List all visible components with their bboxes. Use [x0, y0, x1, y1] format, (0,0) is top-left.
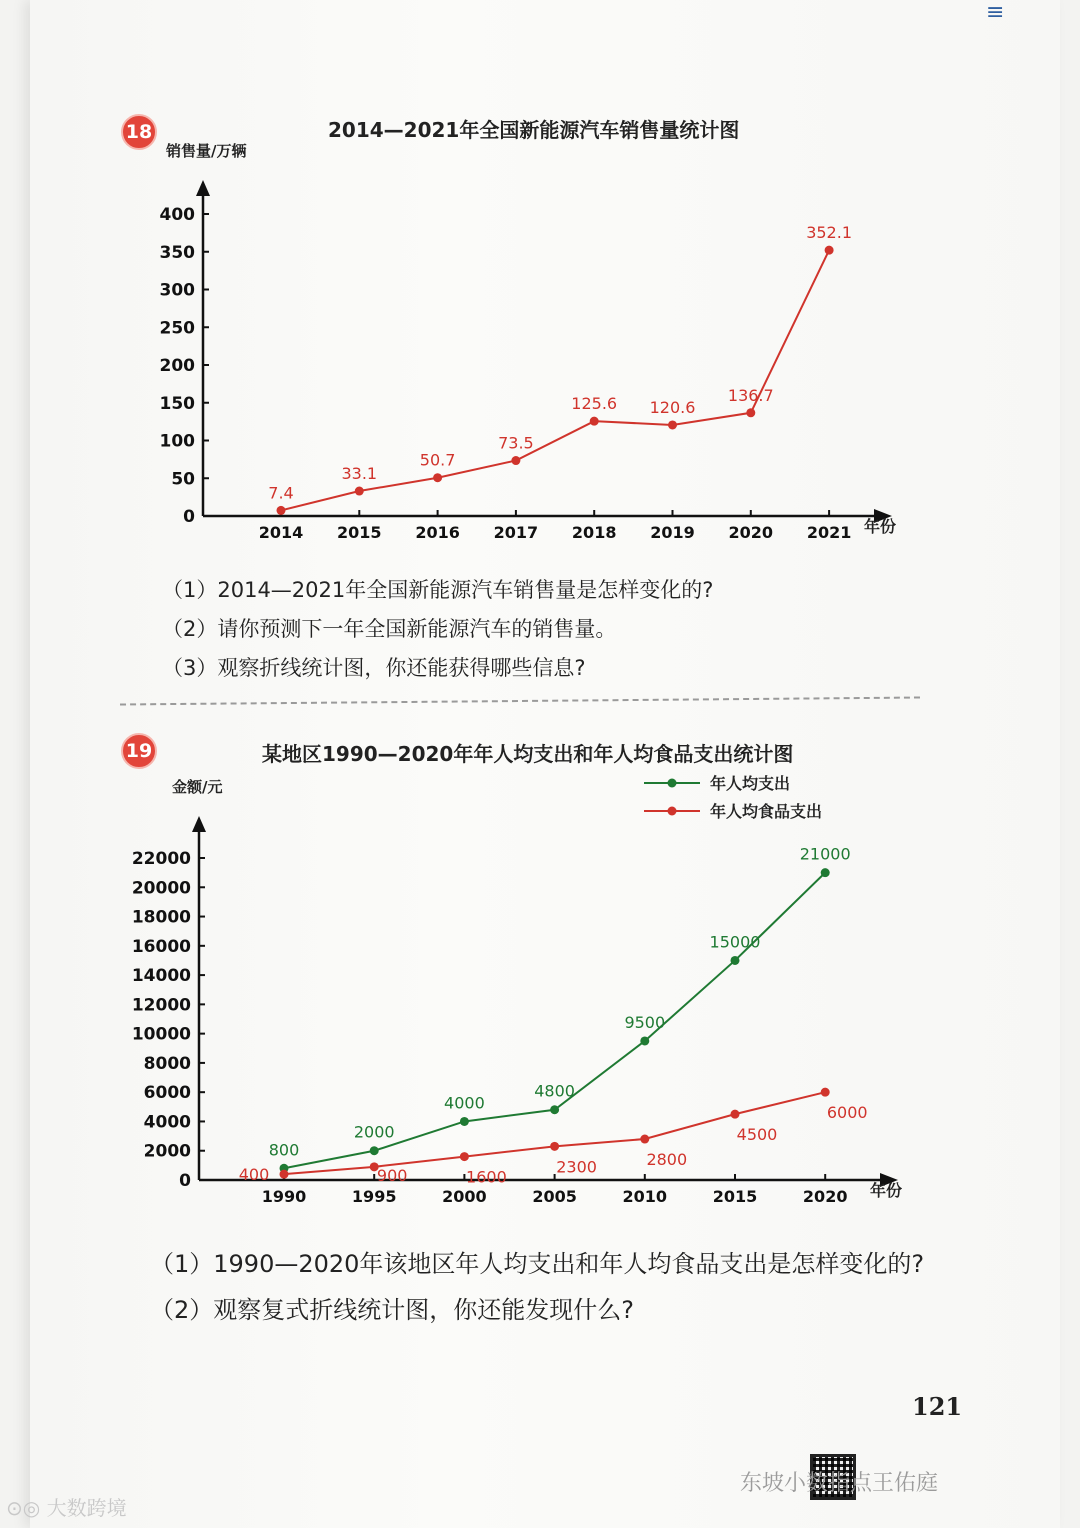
data-label-total-expenditure: 9500	[624, 1012, 666, 1032]
y-tick-label: 16000	[131, 936, 191, 957]
watermark-left: ⊙◎ 大数跨境	[6, 1496, 127, 1520]
chart-18-question-1: （1）2014—2021年全国新能源汽车销售量是怎样变化的?	[162, 578, 714, 602]
legend-item-food-marker	[668, 807, 677, 816]
x-tick-label: 2021	[806, 523, 852, 542]
data-point-total-expenditure	[370, 1146, 379, 1155]
chart-19-title: 某地区1990—2020年年人均支出和年人均食品支出统计图	[262, 742, 794, 766]
data-point-total-expenditure	[460, 1117, 469, 1126]
x-tick-label: 2017	[493, 523, 539, 542]
y-tick-label: 18000	[131, 907, 191, 928]
y-tick-label: 0	[183, 507, 195, 527]
y-axis-label: 金额/元	[172, 778, 223, 796]
data-point-total-expenditure	[640, 1036, 649, 1045]
x-tick-label: 2016	[415, 523, 460, 542]
data-point-total-expenditure	[550, 1105, 559, 1114]
data-label-food-expenditure: 2800	[646, 1150, 688, 1170]
y-tick-label: 300	[159, 280, 195, 301]
y-tick-label: 20000	[131, 878, 191, 899]
legend-item-total-label: 年人均支出	[710, 774, 791, 793]
data-point-food-expenditure	[460, 1152, 469, 1161]
x-tick-label: 2015	[337, 523, 382, 542]
y-tick-label: 100	[159, 431, 195, 452]
x-tick-label: 2018	[571, 523, 617, 542]
data-label-total-expenditure: 800	[268, 1140, 300, 1160]
chart-18-title: 2014—2021年全国新能源汽车销售量统计图	[328, 118, 740, 142]
x-tick-label: 2019	[650, 523, 695, 542]
data-label-sales: 33.1	[341, 464, 378, 484]
data-label-total-expenditure: 21000	[799, 844, 851, 864]
data-point-total-expenditure	[821, 868, 830, 877]
x-tick-label: 2010	[622, 1187, 668, 1206]
chart-19-question-2: （2）观察复式折线统计图，你还能发现什么?	[150, 1296, 635, 1324]
x-axis-label: 年份	[870, 1181, 903, 1200]
data-label-total-expenditure: 15000	[709, 932, 761, 952]
data-point-food-expenditure	[821, 1088, 830, 1097]
data-label-food-expenditure: 2300	[556, 1157, 597, 1177]
data-label-sales: 50.7	[419, 450, 456, 470]
y-tick-label: 8000	[143, 1053, 191, 1074]
data-point-food-expenditure	[280, 1170, 289, 1179]
x-axis-label: 年份	[864, 517, 897, 536]
y-tick-label: 4000	[143, 1112, 191, 1133]
page-corner-mark: ≡	[986, 0, 1005, 25]
watermark-right: 东坡小数指点王佑庭	[740, 1471, 939, 1496]
x-tick-label: 2015	[712, 1187, 758, 1206]
data-label-sales: 73.5	[498, 433, 534, 453]
data-point-food-expenditure	[731, 1110, 740, 1119]
x-tick-label: 1995	[351, 1187, 397, 1206]
x-tick-label: 2000	[442, 1187, 487, 1206]
data-label-sales: 120.6	[649, 397, 696, 417]
data-label-sales: 7.4	[268, 483, 294, 503]
data-label-food-expenditure: 900	[376, 1165, 408, 1185]
data-label-total-expenditure: 4000	[444, 1093, 485, 1113]
y-tick-label: 50	[171, 469, 195, 490]
x-tick-label: 2005	[532, 1187, 577, 1206]
chart-18-question-3: （3）观察折线统计图，你还能获得哪些信息?	[162, 656, 586, 680]
data-point-food-expenditure	[550, 1142, 559, 1151]
y-tick-label: 350	[159, 242, 195, 263]
x-tick-label: 1990	[261, 1187, 307, 1206]
data-point-total-expenditure	[731, 956, 740, 965]
y-tick-label: 150	[159, 393, 195, 414]
data-label-total-expenditure: 2000	[353, 1122, 395, 1142]
data-label-sales: 125.6	[571, 394, 618, 414]
data-point-food-expenditure	[640, 1135, 649, 1144]
y-tick-label: 6000	[143, 1083, 191, 1104]
x-tick-label: 2020	[802, 1187, 848, 1206]
data-label-sales: 352.1	[806, 223, 853, 243]
legend-item-food-label: 年人均食品支出	[710, 802, 823, 821]
y-tick-label: 14000	[131, 966, 191, 987]
legend-item-total-marker	[668, 779, 677, 788]
y-tick-label: 2000	[143, 1141, 191, 1162]
y-tick-label: 250	[159, 318, 195, 339]
exercise-number-badge-18: 18	[121, 114, 157, 150]
y-tick-label: 0	[179, 1171, 191, 1191]
x-tick-label: 2014	[258, 523, 304, 542]
y-tick-label: 400	[159, 205, 195, 225]
data-label-sales: 136.7	[727, 385, 774, 405]
y-tick-label: 200	[159, 356, 195, 376]
y-tick-label: 12000	[131, 995, 191, 1016]
data-label-food-expenditure: 400	[238, 1165, 270, 1185]
page-number: 121	[912, 1392, 963, 1421]
exercise-number-badge-19: 19	[121, 733, 157, 769]
chart-18-question-2: （2）请你预测下一年全国新能源汽车的销售量。	[162, 617, 617, 641]
y-tick-label: 22000	[131, 849, 191, 869]
y-axis-arrow-icon	[192, 816, 206, 832]
data-label-food-expenditure: 6000	[826, 1103, 868, 1123]
data-label-total-expenditure: 4800	[534, 1081, 575, 1101]
y-tick-label: 10000	[131, 1024, 191, 1045]
y-axis-label: 销售量/万辆	[166, 142, 247, 160]
data-label-food-expenditure: 4500	[736, 1125, 778, 1145]
data-label-food-expenditure: 1600	[466, 1167, 507, 1187]
x-tick-label: 2020	[728, 523, 774, 542]
chart-19-question-1: （1）1990—2020年该地区年人均支出和年人均食品支出是怎样变化的?	[150, 1250, 925, 1278]
